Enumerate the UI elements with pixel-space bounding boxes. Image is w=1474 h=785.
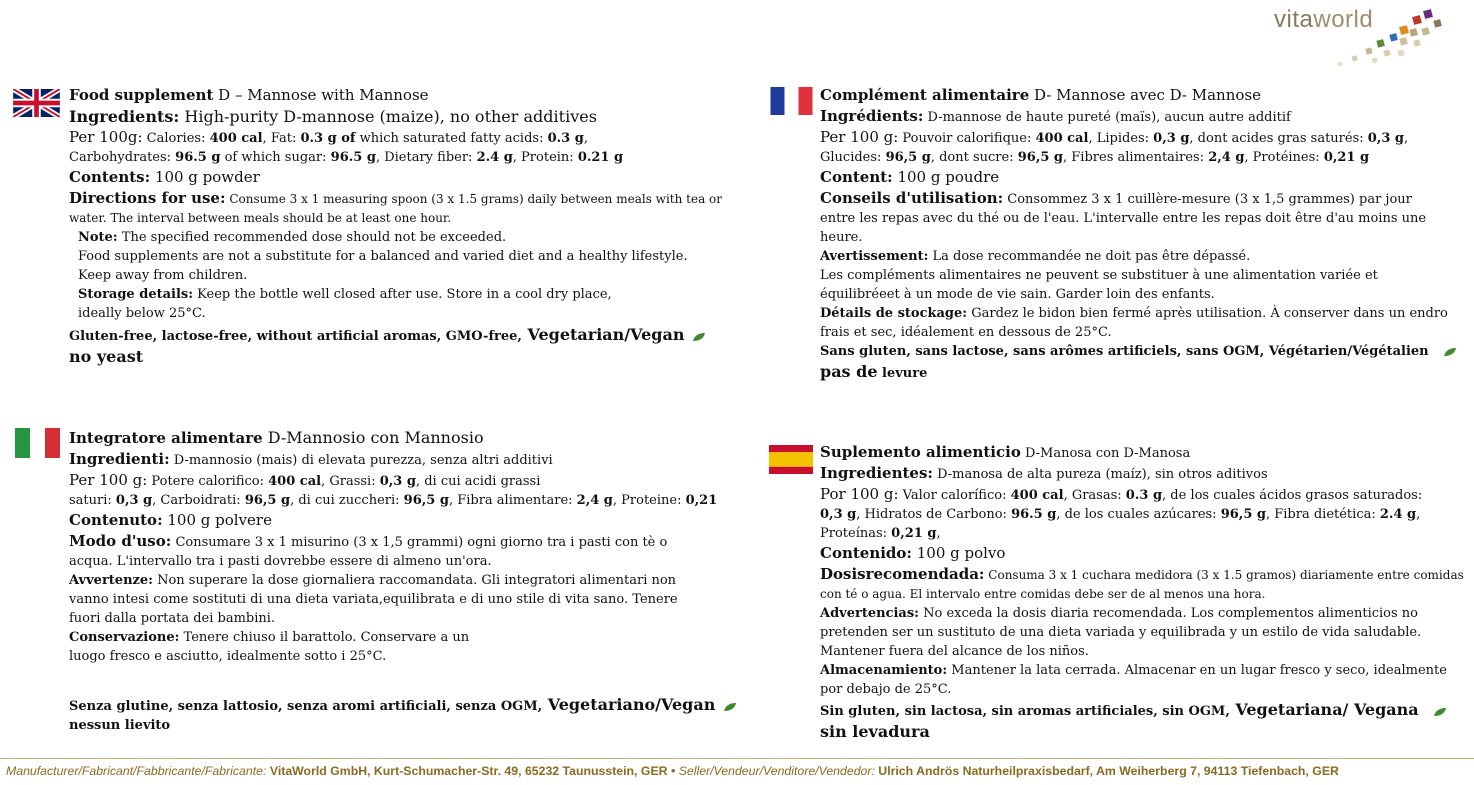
es-storage-2: por debajo de 25°C. xyxy=(820,682,952,697)
it-title: Integratore alimentare xyxy=(69,429,263,447)
fr-directions-2: entre les repas avec du thé ou de l'eau. L'intervalle entre les repas doit être d'au moins une xyxy=(820,211,1427,226)
it-note-2: vanno intesi come sostituti di una dieta variata,equilibrata e di uno stile di vita sano. Tenere xyxy=(69,592,678,607)
en-ingredients-label: Ingredients: xyxy=(69,107,180,126)
fr-contents: Content: 100 g poudre xyxy=(820,168,1000,186)
italian-section xyxy=(69,427,759,735)
fr-ingredients-label: Ingrédients: xyxy=(820,107,924,125)
es-free-from: Sin gluten, sin lactosa, sin aromas artificiales, sin OGM, Vegetariana/ Vegana xyxy=(820,699,1470,721)
fr-nutrition-2: Glucides: 96,5 g, dont sucre: 96,5 g, Fibres alimentaires: 2,4 g, Protéines: 0,21 g xyxy=(820,150,1370,165)
es-nutrition-2: 0,3 g, Hidratos de Carbono: 96.5 g, de los cuales azúcares: 96,5 g, Fibra dietética: 2.4 g, xyxy=(820,507,1421,522)
es-note: Advertencias: No exceda la dosis diaria recomendada. Los complementos alimenticios no xyxy=(820,606,1419,621)
it-storage-2: luogo fresco e asciutto, idealmente sotto i 25°C. xyxy=(69,649,387,664)
spain-flag-icon xyxy=(769,445,813,474)
fr-note-2: Les compléments alimentaires ne peuvent se substituer à une alimentation variée et xyxy=(820,268,1378,283)
it-directions: Modo d'uso: Consumare 3 x 1 misurino (3 x 1,5 grammi) ogni giorno tra i pasti con tè o xyxy=(69,532,668,550)
en-title-rest: D – Mannose with Mannose xyxy=(213,86,429,104)
es-note-3: Mantener fuera del alcance de los niños. xyxy=(820,644,1089,659)
leaf-icon xyxy=(1443,347,1457,357)
en-directions-2: water. The interval between meals should be at least one hour. xyxy=(69,211,452,225)
es-title: Suplemento alimenticio xyxy=(820,443,1021,461)
fr-storage: Détails de stockage: Gardez le bidon bien fermé après utilisation. À conserver dans un endro xyxy=(820,306,1448,321)
en-directions: Directions for use: Consume 3 x 1 measuring spoon (3 x 1.5 grams) daily between meals with tea or xyxy=(69,189,722,207)
es-no-yeast: sin levadura xyxy=(820,722,930,741)
en-note-2: Food supplements are not a substitute for a balanced and varied diet and a healthy lifestyle. xyxy=(78,249,688,264)
fr-directions-3: heure. xyxy=(820,230,863,245)
it-note-3: fuori dalla portata dei bambini. xyxy=(69,611,276,626)
en-storage: Storage details: Keep the bottle well closed after use. Store in a cool dry place, xyxy=(78,287,612,302)
fr-storage-2: frais et sec, idéalement en dessous de 25°C. xyxy=(820,325,1112,340)
it-no-yeast: nessun lievito xyxy=(69,718,171,733)
leaf-icon xyxy=(1433,707,1447,717)
es-ingredients-label: Ingredientes: xyxy=(820,464,933,482)
en-nutrition-1: Per 100g: Calories: 400 cal, Fat: 0.3 g of which saturated fatty acids: 0.3 g, xyxy=(69,128,588,146)
english-section xyxy=(69,85,749,367)
fr-no-yeast: pas de levure xyxy=(820,362,928,381)
it-ingredients-label: Ingredienti: xyxy=(69,450,170,468)
es-directions-2: con té o agua. El intervalo entre comidas debe ser de al menos una hora. xyxy=(820,587,1266,601)
fr-nutrition-1: Per 100 g: Pouvoir calorifique: 400 cal, Lipides: 0,3 g, dont acides gras saturés: 0,3 g, xyxy=(820,128,1409,146)
footer xyxy=(0,758,1474,785)
footer-text: Manufacturer/Fabricant/Fabbricante/Fabricante: VitaWorld GmbH, Kurt-Schumacher-Str. 49, 65232 Taunusstein, GER • Seller/Vendeur/Venditore/Vendedor: Ulrich Andrös Naturheilpraxisbedarf, Am Weiherberg 7, 94113 Tiefenbach, GER xyxy=(6,764,1339,778)
italy-flag-icon xyxy=(15,428,60,458)
it-nutrition-1: Per 100 g: Potere calorifico: 400 cal, Grassi: 0,3 g, di cui acidi grassi xyxy=(69,471,541,489)
french-section xyxy=(820,85,1470,383)
fr-ingredients: D-mannose de haute pureté (maïs), aucun autre additif xyxy=(923,110,1291,125)
it-title-rest: D-Mannosio con Mannosio xyxy=(262,428,484,447)
es-directions: Dosisrecomendada: Consuma 3 x 1 cuchara medidora (3 x 1.5 gramos) diariamente entre comidas xyxy=(820,565,1464,583)
it-nutrition-2: saturi: 0,3 g, Carboidrati: 96,5 g, di cui zuccheri: 96,5 g, Fibra alimentare: 2,4 g, Proteine: 0,21 xyxy=(69,493,718,508)
en-ingredients: High-purity D-mannose (maize), no other additives xyxy=(179,107,597,126)
leaf-icon xyxy=(692,332,706,342)
spanish-section xyxy=(820,442,1470,742)
fr-title: Complément alimentaire xyxy=(820,86,1030,104)
fr-note: Avertissement: La dose recommandée ne doit pas être dépassé. xyxy=(820,249,1251,264)
es-ingredients: D-manosa de alta pureza (maíz), sin otros aditivos xyxy=(932,467,1268,482)
es-nutrition-3: Proteínas: 0,21 g, xyxy=(820,526,941,541)
es-note-2: pretenden ser un sustituto de una dieta variada y equilibrada y un estilo de vida saludable. xyxy=(820,625,1422,640)
en-note-3: Keep away from children. xyxy=(78,268,248,283)
it-contents: Contenuto: 100 g polvere xyxy=(69,511,272,529)
it-note: Avvertenze: Non superare la dose giornaliera raccomandata. Gli integratori alimentari non xyxy=(69,573,677,588)
en-free-from: Gluten-free, lactose-free, without artificial aromas, GMO-free, Vegetarian/Vegan xyxy=(69,324,749,346)
fr-free-from: Sans gluten, sans lactose, sans arômes artificiels, sans OGM, Végétarien/Végétalien xyxy=(820,342,1470,361)
en-title: Food supplement xyxy=(69,86,214,104)
en-no-yeast: no yeast xyxy=(69,347,144,366)
france-flag-icon xyxy=(770,87,813,115)
leaf-icon xyxy=(723,702,737,712)
en-storage-2: ideally below 25°C. xyxy=(78,306,206,321)
en-contents: Contents: 100 g powder xyxy=(69,168,260,186)
fr-directions: Conseils d'utilisation: Consommez 3 x 1 cuillère-mesure (3 x 1,5 grammes) par jour xyxy=(820,189,1412,207)
fr-note-3: équilibréeet à un mode de vie sain. Garder loin des enfants. xyxy=(820,287,1215,302)
en-nutrition-2: Carbohydrates: 96.5 g of which sugar: 96.5 g, Dietary fiber: 2.4 g, Protein: 0.21 g xyxy=(69,150,624,165)
vitaworld-logo xyxy=(1272,4,1452,70)
it-storage: Conservazione: Tenere chiuso il barattolo. Conservare a un xyxy=(69,630,470,645)
fr-title-rest: D- Mannose avec D- Mannose xyxy=(1029,86,1261,104)
es-title-rest: D-Manosa con D-Manosa xyxy=(1020,446,1191,461)
en-note: Note: The specified recommended dose should not be exceeded. xyxy=(78,230,507,245)
es-contents: Contenido: 100 g polvo xyxy=(820,544,1006,562)
es-nutrition-1: Por 100 g: Valor calorífico: 400 cal, Grasas: 0.3 g, de los cuales ácidos grasos saturados: xyxy=(820,485,1423,503)
it-free-from: Senza glutine, senza lattosio, senza aromi artificiali, senza OGM, Vegetariano/Vegan xyxy=(69,694,759,716)
logo-text: vitaworld xyxy=(1274,6,1374,33)
uk-flag-icon xyxy=(13,89,60,117)
it-ingredients: D-mannosio (mais) di elevata purezza, senza altri additivi xyxy=(169,453,553,468)
it-directions-2: acqua. L'intervallo tra i pasti dovrebbe essere di almeno un'ora. xyxy=(69,554,492,569)
es-storage: Almacenamiento: Mantener la lata cerrada. Almacenar en un lugar fresco y seco, idealmente xyxy=(820,663,1447,678)
